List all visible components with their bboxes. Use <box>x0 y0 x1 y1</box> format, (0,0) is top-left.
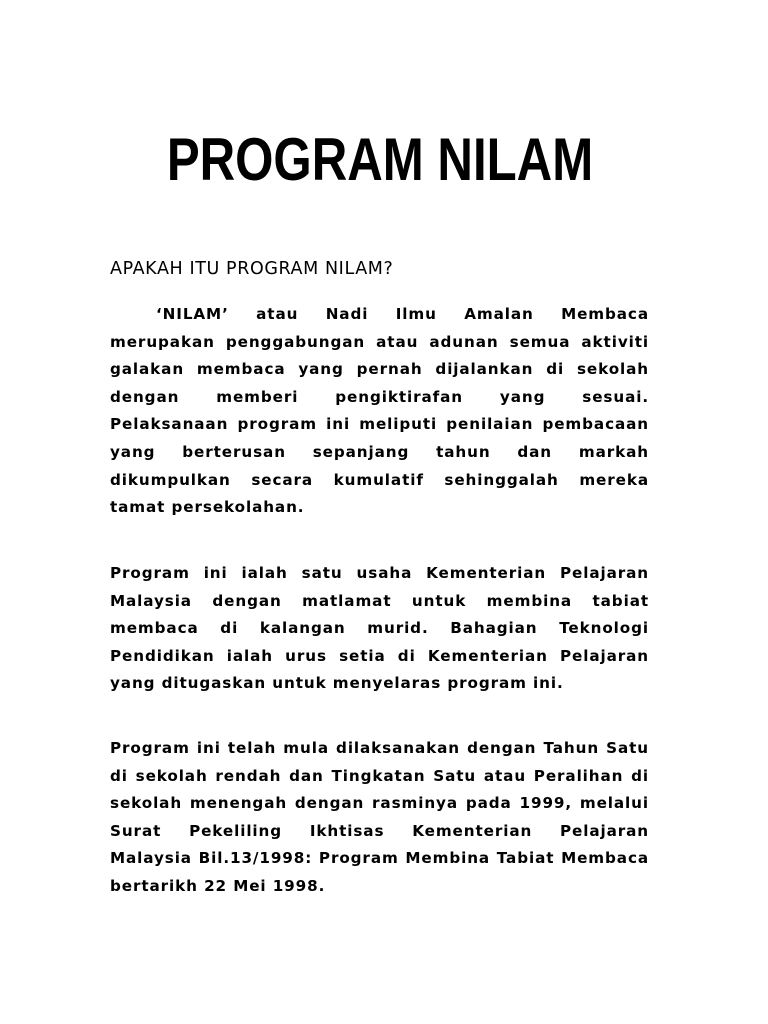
page-title: PROGRAM NILAM <box>166 126 594 193</box>
paragraph-1: ‘NILAM’ atau Nadi Ilmu Amalan Membaca merupakan penggabungan atau adunan semua aktiviti galakan membaca yang pernah dijalankan di sekolah dengan memberi pengiktirafan yang sesuai. Pelaksanaan program ini meliputi penilaian pembacaan yang berterusan sepanjang tahun dan markah dikumpulkan secara kumulatif sehinggalah mereka tamat persekolahan. <box>110 305 649 517</box>
paragraph-2: Program ini ialah satu usaha Kementerian Pelajaran Malaysia dengan matlamat untuk membina tabiat membaca di kalangan murid. Bahagian Teknologi Pendidikan ialah urus setia di Kementerian Pelajaran yang ditugaskan untuk menyelaras program ini. <box>110 564 649 693</box>
paragraph-3: Program ini telah mula dilaksanakan dengan Tahun Satu di sekolah rendah dan Tingkatan Satu atau Peralihan di sekolah menengah dengan rasminya pada 1999, melalui Surat Pekeliling Ikhtisas Kementerian Pelajaran Malaysia Bil.13/1998: Program Membina Tabiat Membaca bertarikh 22 Mei 1998. <box>110 739 649 895</box>
section-heading: APAKAH ITU PROGRAM NILAM? <box>110 259 394 279</box>
